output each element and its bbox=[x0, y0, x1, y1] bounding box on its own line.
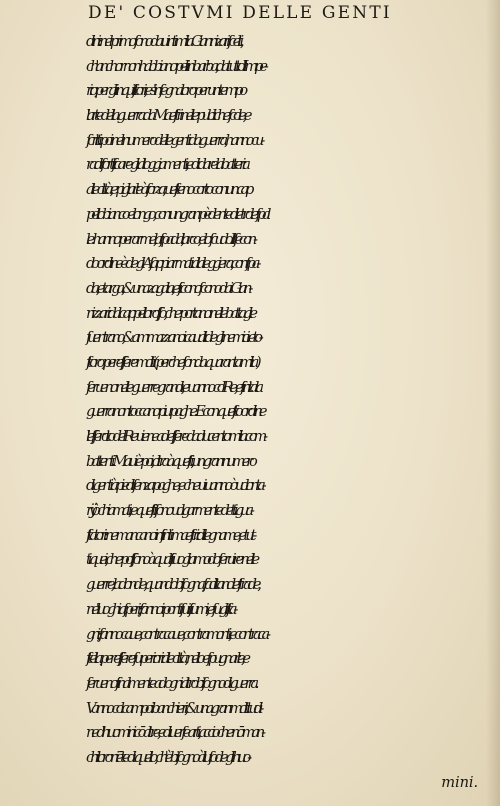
text-line: ch'anchor non habbiano peli in barba, da tutto l'Impe- bbox=[86, 57, 265, 75]
text-line: ſerueno nelle guerre grandi, e uanno col Re, e finita la bbox=[86, 378, 260, 396]
text-line: pello bianco e longo, con un gran pèdente dietro le ſpal bbox=[86, 205, 268, 223]
text-line: do ordine è de gli Aſappi armati alla leggiera,con ſpa- bbox=[86, 255, 258, 273]
text-line: rio,per gli inquiſitori, e s'inſegna loro per un tempo bbox=[86, 82, 245, 100]
text-line-final: mini. bbox=[441, 773, 478, 791]
text-line: di genti à piedi ſenza paghe, e che ui uanno ò uolonta- bbox=[86, 477, 263, 495]
text-line: ne' luoghi aſperi; fanno i ponti ſu i fiumi, e ſu gli ſta- bbox=[86, 600, 235, 618]
text-line: ſtatori: ne mancano infiniti maeſtri di legname, e tut- bbox=[86, 526, 254, 544]
page-edge-shadow bbox=[486, 0, 500, 806]
text-line: battenti. Ma ui è poi, oltra à queſti, un gran numero bbox=[86, 452, 254, 470]
text-line: gni; fanno caue, contracaue, contramonti, e contraca- bbox=[86, 625, 267, 643]
text-line: ra di fortificare gli alloggiamenti, e di dare la batteria bbox=[86, 156, 247, 174]
text-line: rÿ, ò chiamati; e queſti ſono uolgarmente detti gua- bbox=[86, 502, 251, 520]
text-line: ti quei, che poſſono à qual ſi uoglia modo ſeruire nelle bbox=[86, 551, 257, 569]
text-line: l'eſſercito del Re uiene ad eſſere da ducento milia com- bbox=[86, 428, 265, 445]
text-line: guerre; la donde,quando biſogna, facilitano le ſtrade, bbox=[86, 576, 258, 594]
text-line: Vanno col campo i banchieri, & una gran moltitudi- bbox=[86, 699, 261, 717]
text-line: alle città,e pigliarle à forza; ueſteno corto con un cap bbox=[86, 181, 251, 199]
text-line: ſcritti poi nel numero delle genti da guerra, hanno cu- bbox=[86, 131, 262, 149]
text-line: ſerueno finalmente ad ogni altro biſogno di guerra. bbox=[86, 674, 256, 692]
text-line: ſtoro, per eſſere molti ( perche ſon da quaranta milia ) bbox=[86, 353, 258, 371]
text-line: ſtella,per eſſere ſuperiori alle città, nello eſpugnarle;e bbox=[86, 650, 247, 668]
text-line: nizzari dal cappello roſſo, che portano:nelle battaglie bbox=[86, 304, 254, 322]
text-line: l'arte della guerra da Maeſtri nelle publiche ſcole, e bbox=[86, 107, 249, 125]
text-line: da, e targa, & una zagalia, e ſi conoſcono da i Gian- bbox=[86, 279, 250, 297]
text-line: dini: nel primo ſono da uinti milia Giannizari ſcelti, bbox=[86, 33, 241, 50]
text-line: ſuentrano,& ammazzano i caualli de gli nemici: eto- bbox=[86, 329, 260, 347]
body-text bbox=[86, 30, 486, 795]
text-line: chi loro niēte di quello, ch'è biſogno à l'uſo de gli huo- bbox=[86, 748, 249, 766]
text-line: guerra non toccano piu paghe. E con queſto ordine bbox=[86, 403, 264, 421]
running-head: DE' COSTVMI DELLE GENTI bbox=[88, 3, 392, 23]
text-line: le: hanno per arme,la ſpada,l'arco,e lo ſcudo. Il ſecon- bbox=[86, 230, 254, 248]
text-line: ne d'huomini cō altre,e diuerſe arti, accioche nō man- bbox=[86, 724, 263, 742]
